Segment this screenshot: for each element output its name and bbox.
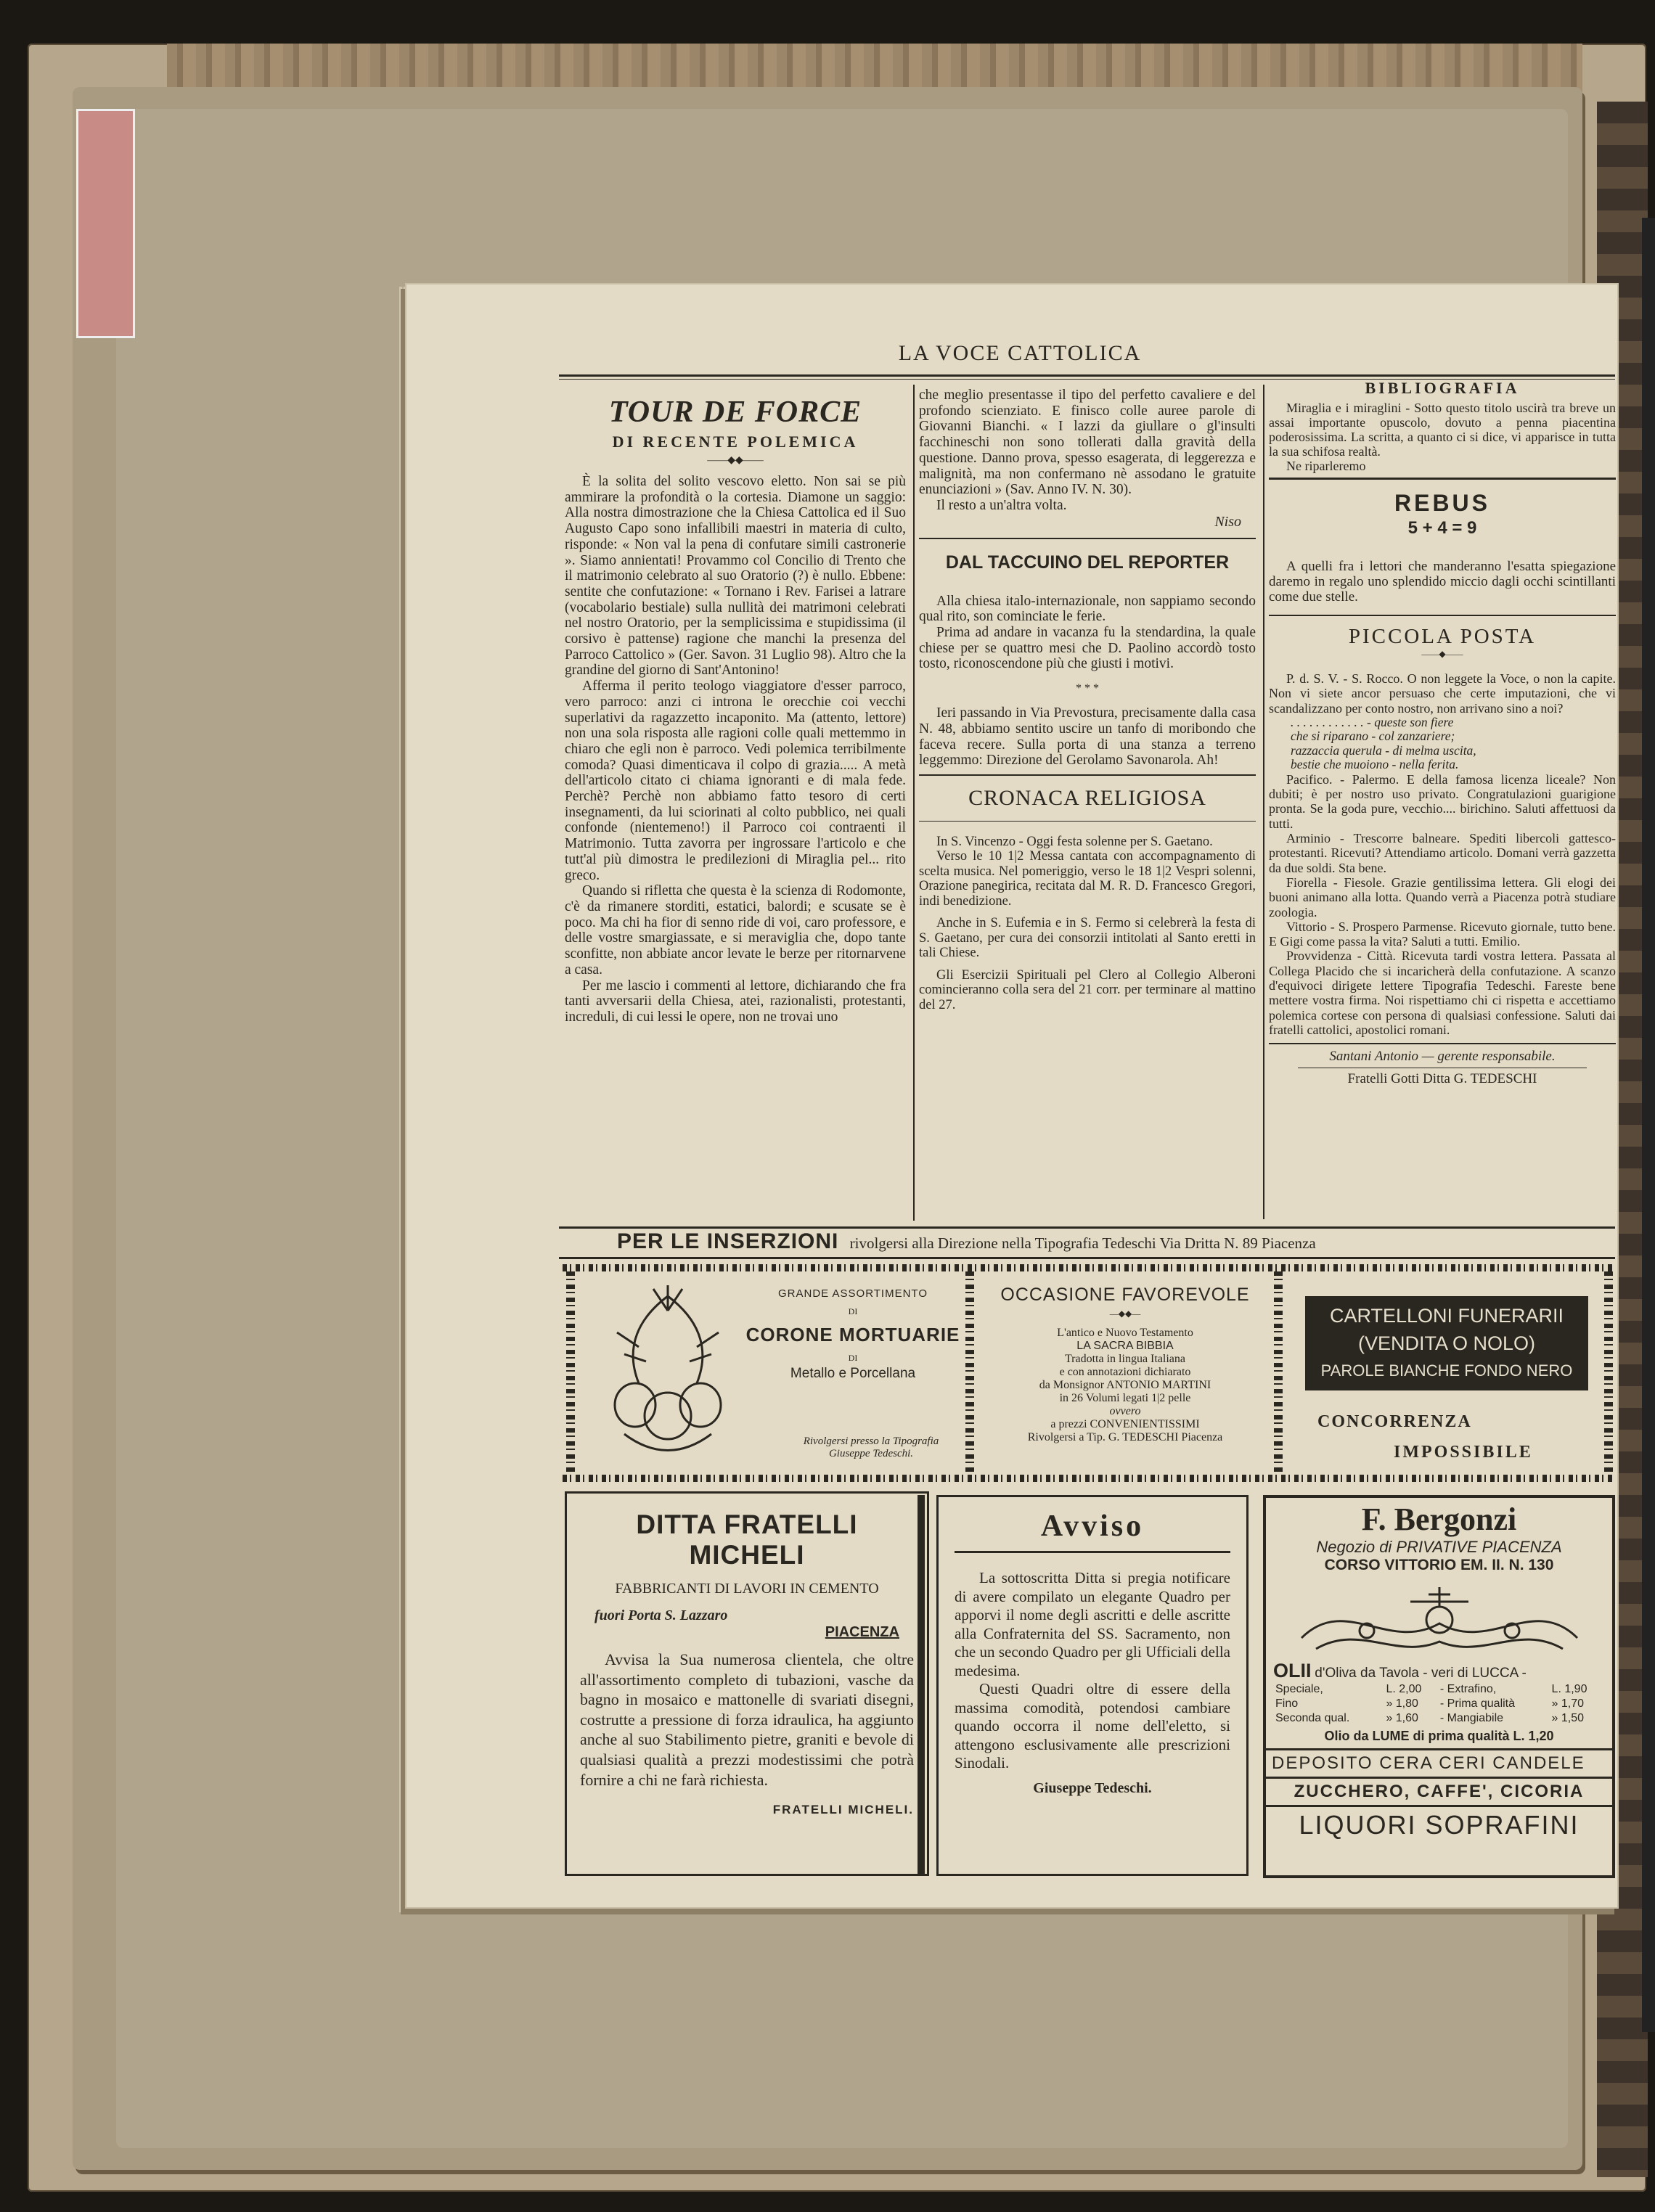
price-row (1275, 1682, 1605, 1697)
bergonzi-olii-desc: d'Oliva da Tavola - veri di LUCCA - (1315, 1666, 1527, 1681)
cronaca-paragraph: Gli Esercizii Spirituali pel Clero al Collegio Alberoni comincieranno colla sera del 21 corr. per terminare al mattino del 27. (919, 967, 1256, 1012)
micheli-city: PIACENZA (825, 1624, 899, 1640)
ornament-divider-1 (965, 1271, 974, 1475)
ornament-border-right (1604, 1271, 1613, 1475)
cartelloni-line3: PAROLE BIANCHE FONDO NERO (1320, 1361, 1573, 1380)
ornament-divider-2 (1274, 1271, 1283, 1475)
corone-foot: Rivolgersi presso la Tipografia Giuseppe Tedeschi. (803, 1435, 939, 1459)
wreath-icon (595, 1282, 740, 1463)
right-column (1269, 377, 1616, 1087)
bergonzi-price-table (1275, 1682, 1605, 1726)
ad-bergonzi (1263, 1495, 1615, 1878)
bergonzi-olii: OLII (1273, 1660, 1312, 1681)
taccuino-paragraph: Prima ad andare in vacanza fu la stendardina, la quale chiese per se quattro mesi che D. Paolino accordò tosto tosto, riconoscendone più che giusti i motivi. (919, 625, 1256, 672)
bergonzi-rule (1266, 1805, 1612, 1807)
rebus-body (1269, 559, 1616, 605)
price-cell: L. 2,00 (1386, 1683, 1422, 1695)
red-archive-tag (76, 109, 135, 338)
price-cell: - Extrafino, (1439, 1683, 1497, 1695)
occasione-line: e con annotazioni dichiarato (1059, 1366, 1191, 1378)
occasione-line: LA SACRA BIBBIA (1076, 1340, 1174, 1352)
avviso-body-2: Questi Quadri oltre di essere della massima comodità, potendosi cambiare quando occorra il nome dell'eletto, si attengono esclusivamente alle prescrizioni Sinodali. (955, 1680, 1230, 1771)
continuation-paragraph: Il resto a un'altra volta. (936, 497, 1067, 513)
continuation-paragraph: che meglio presentasse il tipo del perfetto cavaliere e del profondo scienziato. E finisco colle auree parole di Giovanni Bianchi. « I lazzi da giullare o gl'insulti facchineschi non sono tollerati dalla gravità della questione. Danno prova, spesso esagerata, di leggerezza e malignità, ma non confermano nè assodano le gratuite enunciazioni » (Sav. Anno IV. N. 30). (919, 388, 1256, 498)
posta-item: Arminio - Trescorre balneare. Spediti libercoli gattesco-protestanti. Ricevuti? Attendiamo articolo. Domani verrà gazzetta da due soldi. Sta bene. (1269, 831, 1616, 875)
taccuino-body (919, 594, 1256, 673)
price-row (1275, 1697, 1605, 1711)
ad-micheli (565, 1491, 929, 1876)
section-rule (919, 538, 1256, 539)
price-cell: Seconda qual. (1275, 1712, 1350, 1724)
bibliografia-body (1269, 401, 1616, 473)
occasione-title: OCCASIONE FAVOREVOLE (1000, 1285, 1250, 1305)
posta-item: Provvidenza - Città. Ricevuta tardi vostra lettera. Passata al Collega Placido che si incaricherà della confutazione. A scanzo d'equivoci dirigete lettere Tipografia Tedeschi. Fareste bene mettere vostra firma. Noi rispettiamo chi ci rispetta e accettiamo polemica cortese con persona di qualsiasi confessione. Saluti dai fratelli cattolici, apostolici romani. (1269, 949, 1616, 1037)
inserzioni-text: rivolgersi alla Direzione nella Tipografia Tedeschi Via Dritta N. 89 Piacenza (849, 1234, 1316, 1252)
bergonzi-liquori: LIQUORI SOPRAFINI (1299, 1810, 1580, 1840)
occasione-body (980, 1327, 1270, 1444)
article-title: TOUR DE FORCE (608, 396, 862, 429)
cronaca-title: CRONACA RELIGIOSA (968, 785, 1206, 810)
article-paragraph: Quando si rifletta che questa è la scienza di Rodomonte, c'è da rimanere storditi, estatici, balordi; e scusate se è poco. Ma chi ha fior di senno ride di voi, caro professore, e delle vostre smargiassate, e si meraviglia che, dopo tante sconfitte, non abbiate ancor levate le berze per ritornarvene a casa. (565, 883, 906, 978)
micheli-body: Avvisa la Sua numerosa clientela, che oltre all'assortimento completo di tubazioni, vasche da bagno in mosaico e mattonelle di svariati disegni, costrutte a pressione di forza idraulica, ha aggiunto anche al suo Stabilimento pietre, graniti e bevole di qualsiasi qualità a prezzi modestissimi che potrà fornire a chi ne farà richiesta. (580, 1650, 914, 1789)
occasione-line: in 26 Volumi legati 1|2 pelle (1059, 1392, 1191, 1404)
scan-ruler (1642, 218, 1655, 2032)
occasione-line: ovvero (1109, 1405, 1141, 1417)
ornament-border-bottom (563, 1475, 1615, 1482)
bergonzi-lume: Olio da LUME di prima qualità L. 1,20 (1324, 1729, 1554, 1743)
stars-separator: * * * (1076, 682, 1099, 695)
posta-title: PICCOLA POSTA (1348, 625, 1537, 648)
price-cell: Fino (1275, 1697, 1299, 1710)
bibliografia-title: BIBLIOGRAFIA (1365, 379, 1520, 397)
posta-body (1269, 671, 1616, 1037)
price-cell: » 1,80 (1386, 1697, 1418, 1710)
occasione-line: Rivolgersi a Tip. G. TEDESCHI Piacenza (1027, 1431, 1223, 1443)
avviso-title: Avviso (1040, 1510, 1145, 1543)
micheli-frame-shadow (918, 1495, 925, 1876)
price-cell: Speciale, (1275, 1683, 1323, 1695)
cartelloni-line4: CONCORRENZA (1317, 1412, 1472, 1431)
verse-text: queste son fiere (1374, 714, 1454, 729)
verse-text: col zanzariere; (1378, 729, 1455, 744)
ad-cartelloni (1285, 1274, 1601, 1472)
corone-line2: DI (848, 1306, 858, 1316)
cronaca-paragraph: Anche in S. Eufemia e in S. Fermo si celebrerà la festa di S. Gaetano, per cura dei consorzii intitolati al Santo eretti in tali Chiese. (919, 916, 1256, 961)
micheli-location: fuori Porta S. Lazzaro (594, 1607, 728, 1623)
bergonzi-olii-line (1266, 1660, 1612, 1682)
column-rule-2 (1263, 385, 1264, 1219)
ornament-border-top (563, 1264, 1615, 1271)
cartelloni-line1: CARTELLONI FUNERARII (1329, 1305, 1564, 1327)
price-cell: » 1,60 (1386, 1712, 1418, 1724)
price-cell: » 1,50 (1551, 1712, 1585, 1724)
bibliografia-end: Ne riparleremo (1286, 459, 1366, 473)
taccuino-paragraph: Alla chiesa italo-internazionale, non sappiamo secondo qual rito, son cominciate le ferie. (919, 593, 1256, 625)
avviso-body: La sottoscritta Ditta si pregia notificare di avere compilato un elegante Quadro per apporvi il nome degli ascritti e delle ascritte alla Confraternita del SS. Sacramento, non che un secondo Quadro per gli Ufficiali della medesima. (955, 1569, 1230, 1679)
bergonzi-title: F. Bergonzi (1361, 1502, 1517, 1537)
ornament-border-left (566, 1271, 575, 1475)
masthead: LA VOCE CATTOLICA (898, 341, 1142, 365)
ad-occasione (980, 1285, 1270, 1444)
corone-line3: CORONE MORTUARIE (745, 1324, 960, 1345)
posta-item: Fiorella - Fiesole. Grazie gentilissima lettera. Gli elogi dei buoni animano alla lotta. Quando verrà a Piacenza potrà studiare zoologia. (1269, 874, 1616, 919)
occasione-line: L'antico e Nuovo Testamento (1057, 1327, 1193, 1339)
bergonzi-rule (1266, 1777, 1612, 1779)
gerente-line: Santani Antonio — gerente responsabile. (1329, 1049, 1556, 1065)
stampa-line: Fratelli Gotti Ditta G. TEDESCHI (1347, 1071, 1537, 1087)
cartelloni-black-box (1305, 1296, 1588, 1390)
article-body (565, 474, 906, 1025)
bibliografia-paragraph: Miraglia e i miraglini - Sotto questo titolo uscirà tra breve un assai importante opuscolo, dovuto a penna piacentina poderosissima. La scritta, a quanto ci si dice, vi apparisce in tutta la sua schifosa realtà. (1269, 401, 1616, 459)
verse-line: bestie che muoiono - nella ferita. (1291, 757, 1459, 772)
verse-line: che si riparano - col zanzariere; (1291, 729, 1455, 744)
middle-column (919, 388, 1256, 1012)
section-rule-thin (919, 821, 1256, 822)
article-paragraph: Afferma il perito teologo viaggiatore d'esser parroco, vero parroco: anzi ci introna le orecchie coi vecchi superlativi da ragazzetto incaponito. Ma (attento, lettore) non una sola risposta alle ragioni colle quali mettemmo in chiaro che egli non è parroco. Vedi polemica terribilmente comoda? Quasi dimenticava il colpo di grazia..... A metà dell'articolo citato ci chiama ignoranti e di mala fede. Perchè? Perchè non abbiamo fatto tesoro di certi insegnamenti, da lui sciorinati al colto pubblico, nei quali confonde (nientemeno!) il Parroco coi contraenti il Matrimonio. Tutta zavorra per ingrossare l'articolo e che tutt'al più dimostra le predilezioni di Miraglia pel... rito greco. (565, 679, 906, 883)
posta-item: P. d. S. V. - S. Rocco. O non leggete la Voce, o non la capite. Non vi siete ancor persuaso che certe imputazioni, che vi scandalizzano per conto nostro, non arrivano sino a noi? (1269, 671, 1616, 716)
section-rule (1269, 478, 1616, 480)
micheli-title: DITTA FRATELLI MICHELI (636, 1510, 858, 1570)
verse-text: nella ferita. (1399, 757, 1459, 772)
corone-line1: GRANDE ASSORTIMENTO (778, 1287, 928, 1300)
occasione-line: da Monsignor ANTONIO MARTINI (1039, 1379, 1211, 1391)
avviso-rule (955, 1551, 1230, 1553)
article-subtitle: DI RECENTE POLEMICA (612, 433, 859, 451)
cartelloni-line2: (VENDITA O NOLO) (1357, 1332, 1536, 1354)
left-column (565, 395, 906, 1025)
section-rule (1269, 1043, 1616, 1044)
occasione-line: Tradotta in lingua Italiana (1064, 1353, 1186, 1365)
occasione-ornament: —◆◆— (1109, 1308, 1141, 1319)
micheli-sub: FABBRICANTI DI LAVORI IN CEMENTO (615, 1581, 879, 1597)
corone-line4: DI (848, 1353, 858, 1363)
verse-text: che si riparano (1291, 729, 1368, 744)
micheli-sign: FRATELLI MICHELI. (772, 1803, 914, 1817)
price-cell: - Mangiabile (1439, 1712, 1504, 1724)
cronaca-paragraph: In S. Vincenzo - Oggi festa solenne per S. Gaetano. (936, 834, 1213, 849)
inserzioni-rule-top (559, 1226, 1615, 1229)
bergonzi-line2: CORSO VITTORIO EM. II. N. 130 (1324, 1557, 1554, 1573)
signature-niso: Niso (1214, 513, 1241, 530)
bergonzi-rule (1266, 1748, 1612, 1750)
corone-line5: Metallo e Porcellana (790, 1366, 916, 1381)
bergonzi-deposito: DEPOSITO CERA CERI CANDELE (1272, 1753, 1585, 1773)
taccuino-body-2 (919, 705, 1256, 769)
article-paragraph: È la solita del solito vescovo eletto. Non sai se più ammirare la profondità o la cortesia. Diamone un saggio: Alla nostra dimostrazione che la Chiesa Cattolica ed il Suo Augusto Capo sono infallibili maestri in materia di culto, risponde: « Non val la pena di confutare simili castronerie ». Siamo annientati! Provammo col Concilio di Trento che il matrimonio celebrato al suo Oratorio (?) è nullo. Ebbene: sentite che confutazione: « Tornano i Rev. Farisei a latrare (vocabolario bestiale) sulla nullità dei matrimoni celebrati nel nostro Oratorio, per la semplicissima e stupidissima (il corsivo è pattense) ragione che manchi la presenza del Parroco Cattolico » (Ger. Savon. 31 Luglio 98). Altro che la grandine del giorno di Sant'Antonino! (565, 474, 906, 679)
price-cell: - Prima qualità (1439, 1697, 1516, 1710)
verse-line: razzaccia querula - di melma uscita, (1291, 742, 1476, 758)
verse-text: razzaccia querula (1291, 742, 1382, 758)
bergonzi-zucchero: ZUCCHERO, CAFFE', CICORIA (1294, 1782, 1585, 1801)
ornament-emblem-icon (1287, 1580, 1592, 1660)
title-ornament: ——◆◆—— (707, 455, 764, 466)
cronaca-body (919, 835, 1256, 1013)
inserzioni-head: PER LE INSERZIONI (617, 1229, 839, 1253)
posta-ornament: ——◆—— (1421, 649, 1463, 659)
column-rule-1 (913, 385, 915, 1221)
price-row (1275, 1711, 1605, 1726)
avviso-sign: Giuseppe Tedeschi. (1033, 1779, 1152, 1796)
cartelloni-line5: IMPOSSIBILE (1394, 1443, 1533, 1462)
inserzioni-rule-bottom (559, 1257, 1615, 1259)
taccuino-paragraph: Ieri passando in Via Prevostura, precisamente dalla casa N. 48, abbiamo sentito uscire un tanfo di moribondo che faceva recere. Sulla porta di una stanza a terreno leggemmo: Direzione del Gerolamo Savonarola. Ah! (919, 705, 1256, 769)
masthead-rule (559, 374, 1615, 377)
verse-line: . . . . . . . . . . . . - queste son fiere (1291, 714, 1454, 729)
ad-avviso (936, 1495, 1249, 1876)
bergonzi-line1: Negozio di PRIVATIVE PIACENZA (1316, 1538, 1562, 1556)
section-rule (1269, 615, 1616, 616)
occasione-line: a prezzi CONVENIENTISSIMI (1050, 1418, 1200, 1430)
article-paragraph: Per me lascio i commenti al lettore, dichiarando che fra tanti avversarii della Chiesa, atei, razionalisti, protestanti, increduli, di cui lessi le opere, non ne trovai uno (565, 978, 906, 1025)
rebus-equation: 5 + 4 = 9 (1407, 518, 1477, 538)
rebus-paragraph: A quelli fra i lettori che manderanno l'esatta spiegazione daremo in regalo uno splendido miccio dagli occhi scintillanti come due stelle. (1269, 559, 1616, 605)
ad-corone (581, 1274, 965, 1472)
posta-verse (1269, 716, 1616, 772)
posta-item: Vittorio - S. Prospero Parmense. Ricevuto giornale, tutto bene. E Gigi come passa la vita? Saluti a tutti. Emilio. (1269, 919, 1616, 949)
price-cell: L. 1,90 (1551, 1683, 1587, 1695)
cronaca-paragraph: Verso le 10 1|2 Messa cantata con accompagnamento di scelta musica. Nel pomeriggio, verso le 18 1|2 Vespri solenni, Orazione panegirica, recitata dal M. R. D. Francesco Gregori, indi benedizione. (919, 849, 1256, 909)
inserzioni-line (617, 1229, 1611, 1254)
posta-item: Pacifico. - Palermo. E della famosa licenza liceale? Non dubiti; è per nostro uso privato. Congratulazioni guarigione pronta. Se la goda pure, vecchio.... birichino. Saluti affettuosi da tutti. (1269, 771, 1616, 831)
taccuino-title: DAL TACCUINO DEL REPORTER (945, 552, 1230, 573)
rebus-title: REBUS (1394, 490, 1490, 516)
verse-text: di melma uscita, (1392, 742, 1476, 758)
section-rule (919, 774, 1256, 776)
price-cell: » 1,70 (1551, 1697, 1585, 1710)
continuation-body (919, 388, 1256, 514)
verse-text: bestie che muoiono (1291, 757, 1389, 772)
